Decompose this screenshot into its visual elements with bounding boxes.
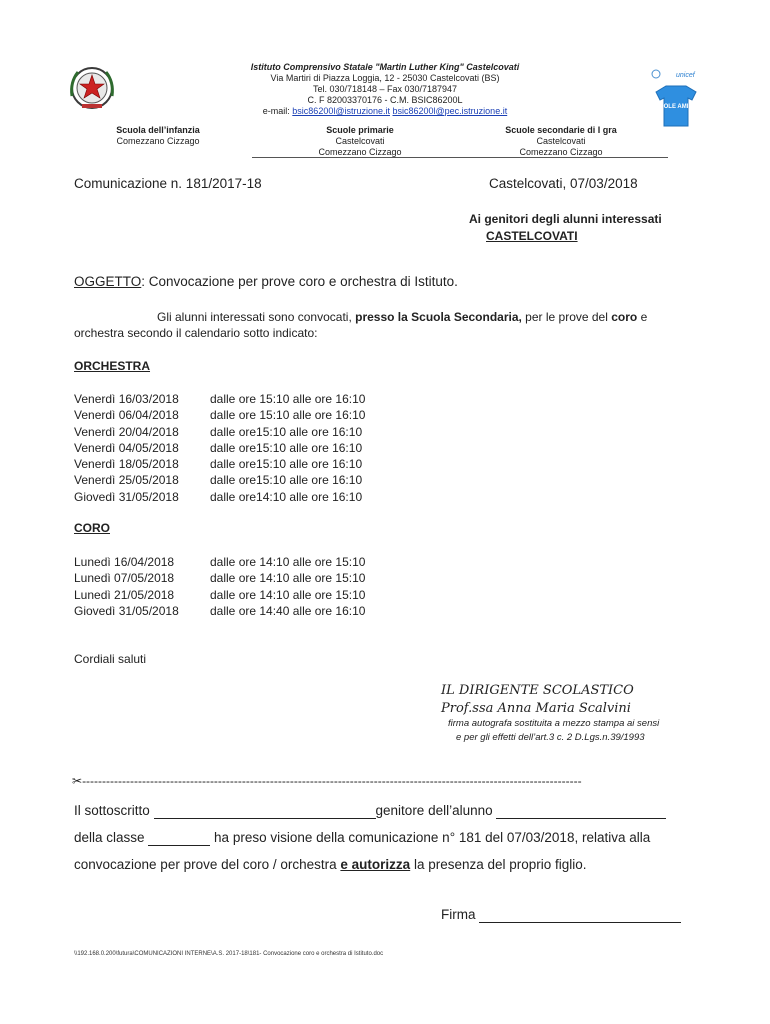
schedule-date: Venerdì 18/05/2018 [74,457,179,472]
schedule-row [74,472,365,488]
schedule-row [74,456,365,472]
schedule-time: dalle ore15:10 alle ore 16:10 [210,440,363,455]
firma-label: Firma [441,907,480,922]
recipient-line-2: CASTELCOVATI [486,229,578,243]
orchestra-heading: ORCHESTRA [74,359,151,373]
intro-text: e [637,310,648,324]
subject-text: : Convocazione per prove coro e orchestra di Istituto. [141,274,458,289]
place-date: Castelcovati, 07/03/2018 [489,176,638,191]
email-link-1[interactable]: bsic86200l@istruzione.it [292,106,390,116]
school-location: Comezzano Cizzago [116,136,200,146]
reply-line-3 [74,857,587,872]
school-location: Castelcovati [536,136,586,146]
unicef-logo-icon [652,70,660,78]
schedule-time: dalle ore 14:10 alle ore 15:10 [210,587,366,602]
schedule-row [74,391,365,407]
schedule-row [74,587,365,603]
intro-paragraph-line-2: orchestra secondo il calendario sotto indicato: [74,326,318,340]
email-link-2[interactable]: bsic86200l@pec.istruzione.it [392,106,508,116]
class-field[interactable] [148,830,210,846]
schedule-date: Lunedì 21/05/2018 [74,587,175,602]
orchestra-schedule [74,391,365,505]
intro-location: presso la Scuola Secondaria, [355,310,522,324]
reply-text: genitore dell’alunno [375,803,497,818]
reply-text: ha preso visione della comunicazione n° 181 del 07/03/2018, relativa alla [210,830,651,845]
reply-text: Il sottoscritto [74,803,154,818]
schedule-time: dalle ore 14:10 alle ore 15:10 [210,571,366,586]
schedule-row [74,489,365,505]
communication-number: Comunicazione n. 181/2017-18 [74,176,262,191]
signature-title: IL DIRIGENTE SCOLASTICO [441,683,634,698]
schedule-row [74,407,365,423]
schedule-row [74,570,365,586]
parent-name-field[interactable] [154,803,376,819]
schedule-row [74,424,365,440]
intro-text: per le prove del [521,310,612,324]
schedule-date: Lunedì 16/04/2018 [74,555,175,569]
reply-text: la presenza del proprio figlio. [410,857,587,872]
institute-codes: C. F 82003370176 - C.M. BSIC86200L [307,95,463,105]
schedule-row [74,554,365,570]
schedule-time: dalle ore 14:10 alle ore 15:10 [210,555,366,569]
institute-phone: Tel. 030/718148 – Fax 030/7187947 [312,84,458,94]
school-infanzia [88,125,228,147]
student-name-field[interactable] [496,803,666,819]
schedule-date: Venerdì 20/04/2018 [74,424,179,439]
scuole-amiche-logo [646,66,706,130]
reply-text: della classe [74,830,149,845]
logo-right-text: SCUOLE AMICHE [650,104,702,110]
authorize-text: e autorizza [340,857,411,872]
school-location: Comezzano Cizzago [519,147,603,157]
school-location: Castelcovati [335,136,385,146]
school-title: Scuola dell’infanzia [116,125,200,135]
schedule-row [74,440,365,456]
intro-text: Gli alunni interessati sono convocati, [157,310,356,324]
institute-address: Via Martiri di Piazza Loggia, 12 - 25030 Castelcovati (BS) [270,73,500,83]
schedule-date: Venerdì 16/03/2018 [74,392,179,406]
schedule-date: Lunedì 07/05/2018 [74,571,175,586]
intro-paragraph-line-1 [157,310,647,324]
schedule-time: dalle ore15:10 alle ore 16:10 [210,424,363,439]
schedule-date: Venerdì 06/04/2018 [74,408,179,423]
reply-text: convocazione per prove del coro / orchestra [74,857,341,872]
school-title: Scuole primarie [326,125,394,135]
schedule-time: dalle ore 14:40 alle ore 16:10 [210,603,366,618]
closing-greeting: Cordiali saluti [74,652,147,666]
schedule-time: dalle ore15:10 alle ore 16:10 [210,473,363,488]
schedule-row [74,603,365,619]
subject-label: OGGETTO [74,274,142,289]
firma-field[interactable] [479,907,681,923]
signature-field-line [441,907,681,923]
unicef-brand-text: unicef [676,72,695,79]
cut-line [72,774,698,788]
schedule-date: Venerdì 04/05/2018 [74,440,179,455]
schedule-date: Giovedì 31/05/2018 [74,603,179,618]
coro-heading: CORO [74,521,110,535]
school-secondarie [486,125,636,158]
scissors-icon: ✂ [72,774,83,788]
header-divider [252,157,668,158]
coro-schedule [74,554,365,619]
schedule-date: Venerdì 25/05/2018 [74,473,179,488]
signature-note-1: firma autografa sostituita a mezzo stampa ai sensi [448,718,660,729]
institute-name: Istituto Comprensivo Statale "Martin Luther King" Castelcovati [250,62,520,72]
footer-file-path: \\192.168.0.200\futura\COMUNICAZIONI INTERNE\A.S. 2017-18\181- Convocazione coro e orchestra di Istituto.doc [74,951,384,957]
school-primarie [290,125,430,158]
intro-coro: coro [611,310,638,324]
schedule-time: dalle ore14:10 alle ore 16:10 [210,489,363,504]
recipient-line-1: Ai genitori degli alunni interessati [469,212,662,226]
schedule-date: Giovedì 31/05/2018 [74,489,179,504]
school-location: Comezzano Cizzago [318,147,402,157]
reply-line-1 [74,803,666,819]
schedule-time: dalle ore15:10 alle ore 16:10 [210,457,363,472]
email-prefix: e-mail: [262,106,293,116]
cut-dashes: ----------------------------------------------------------------------------------------------------------------------------- [82,774,582,788]
signature-name: Prof.ssa Anna Maria Scalvini [441,701,631,716]
schedule-time: dalle ore 15:10 alle ore 16:10 [210,408,366,423]
reply-line-2 [74,830,650,846]
school-title: Scuole secondarie di I gra [505,125,617,135]
schedule-time: dalle ore 15:10 alle ore 16:10 [210,392,366,406]
subject-line [74,274,458,289]
signature-note-2: e per gli effetti dell’art.3 c. 2 D.Lgs.n.39/1993 [456,732,645,743]
